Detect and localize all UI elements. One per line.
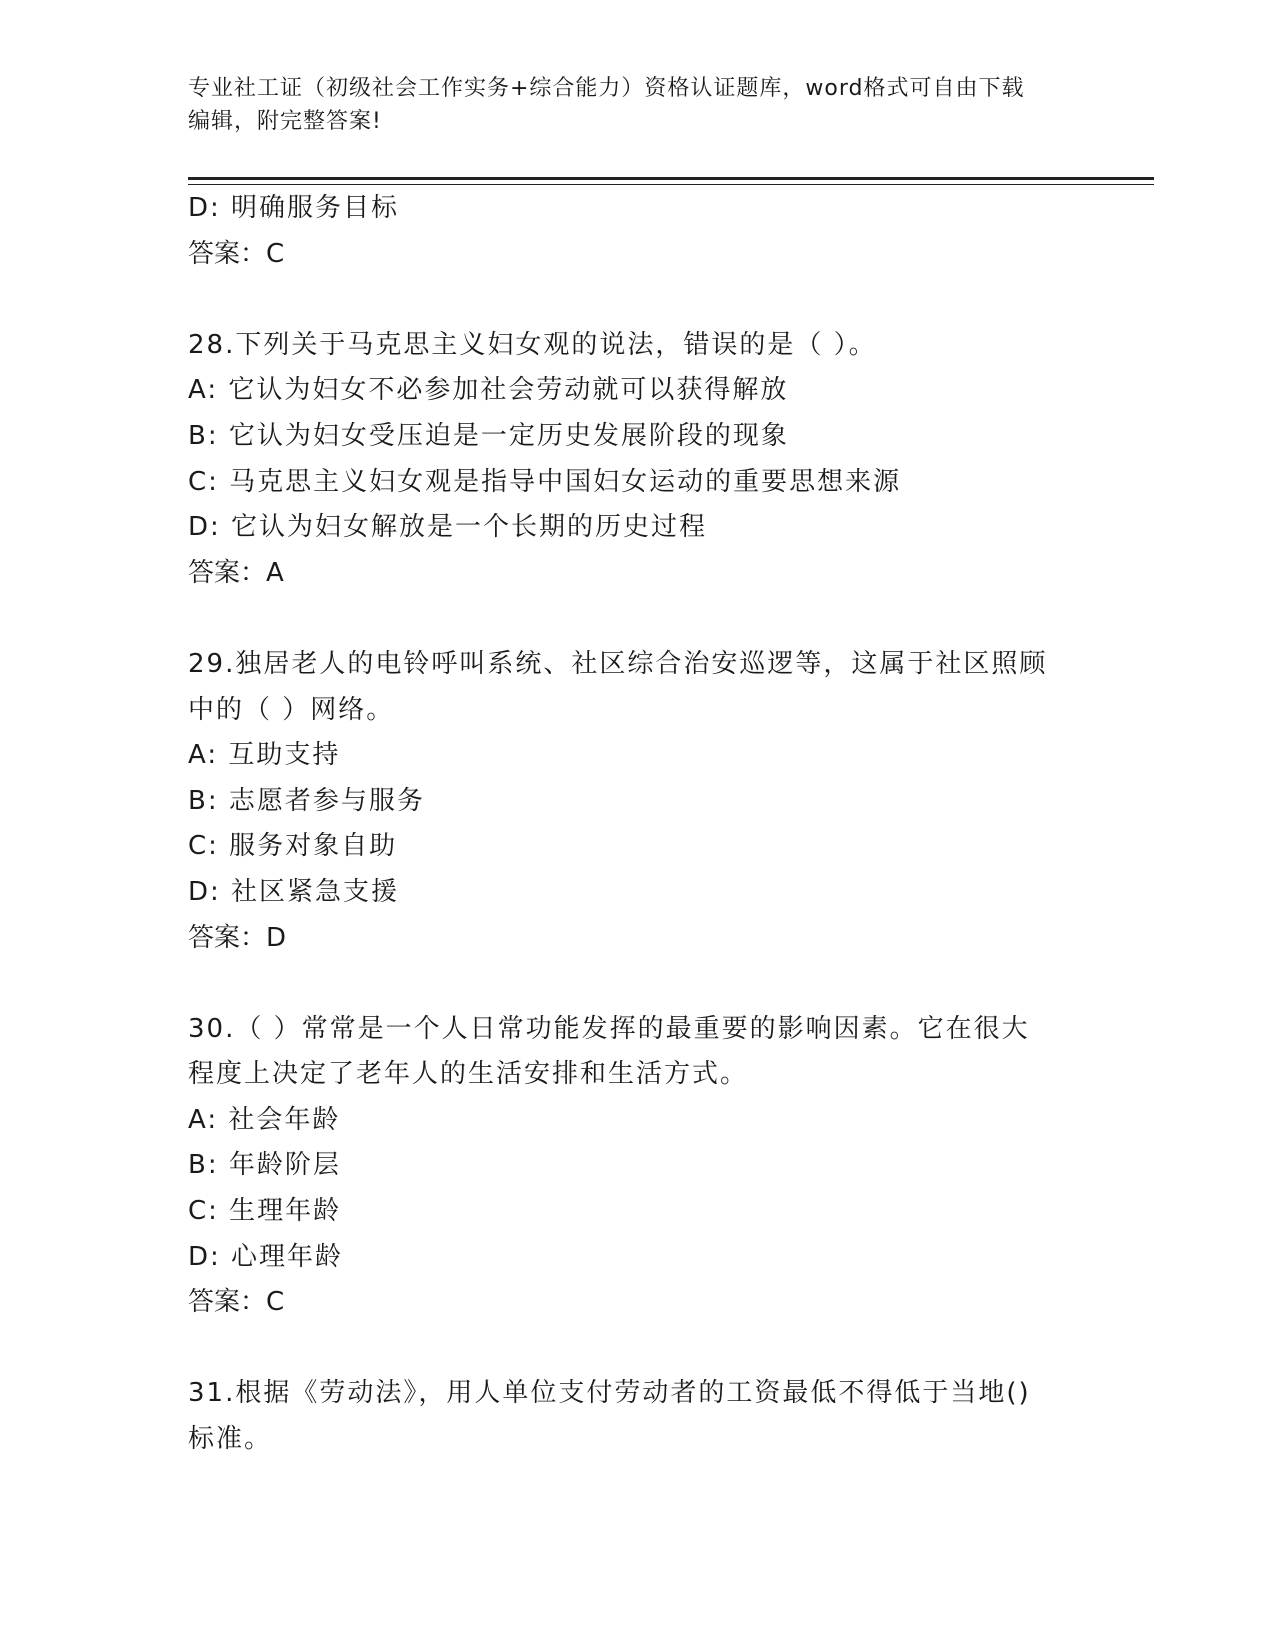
option-b: B: 志愿者参与服务	[188, 785, 425, 816]
answer	[188, 551, 1088, 597]
spacer	[188, 596, 1088, 642]
question-stem-line-2: 中的（ ）网络。	[188, 694, 395, 725]
header-title-line-1: 专业社工证（初级社会工作实务+综合能力）资格认证题库，word格式可自由下载	[188, 76, 1025, 101]
option-d: D: 社区紧急支援	[188, 876, 400, 907]
answer-label: 答案：	[188, 238, 267, 269]
header-title-line-2: 编辑，附完整答案!	[188, 109, 382, 134]
option-a: A: 社会年龄	[188, 1104, 341, 1135]
answer-value: C	[266, 1287, 285, 1318]
header-rule-thick	[188, 177, 1154, 180]
spacer	[188, 1326, 1088, 1372]
question-stem-line-2: 标准。	[188, 1424, 273, 1455]
answer-value: D	[266, 922, 287, 953]
option-a: A: 它认为妇女不必参加社会劳动就可以获得解放	[188, 375, 789, 406]
header-rule-thin	[188, 184, 1154, 185]
option-d: D: 它认为妇女解放是一个长期的历史过程	[188, 512, 708, 543]
answer	[188, 916, 1088, 962]
answer-label: 答案：	[188, 557, 267, 588]
question-28	[188, 323, 1088, 597]
option-b: B: 它认为妇女受压迫是一定历史发展阶段的现象	[188, 420, 789, 451]
option-c: C: 生理年龄	[188, 1196, 342, 1227]
question-stem-line-1: 31.根据《劳动法》，用人单位支付劳动者的工资最低不得低于当地()	[188, 1378, 1031, 1409]
question-list	[188, 186, 1088, 1463]
document-header	[188, 72, 1088, 138]
question-stem-line-2: 程度上决定了老年人的生活安排和生活方式。	[188, 1059, 749, 1090]
question-31	[188, 1371, 1088, 1462]
option-c: C: 服务对象自助	[188, 831, 398, 862]
answer-value: C	[266, 238, 285, 269]
spacer	[188, 277, 1088, 323]
answer-value: A	[266, 557, 284, 588]
spacer	[188, 961, 1088, 1007]
option-c: C: 马克思主义妇女观是指导中国妇女运动的重要思想来源	[188, 466, 902, 497]
answer-label: 答案：	[188, 922, 267, 953]
option-a: A: 互助支持	[188, 740, 341, 771]
answer	[188, 232, 1088, 278]
question-stem-line-1: 29.独居老人的电铃呼叫系统、社区综合治安巡逻等，这属于社区照顾	[188, 648, 1048, 679]
question-30	[188, 1007, 1088, 1326]
answer	[188, 1280, 1088, 1326]
option-d: D: 明确服务目标	[188, 193, 400, 223]
answer-label: 答案：	[188, 1287, 267, 1318]
question-stem: 28.下列关于马克思主义妇女观的说法，错误的是（ ）。	[188, 329, 877, 360]
question-27-tail	[188, 186, 1088, 277]
option-b: B: 年龄阶层	[188, 1150, 341, 1181]
question-stem-line-1: 30.（ ）常常是一个人日常功能发挥的最重要的影响因素。它在很大	[188, 1013, 1030, 1044]
option-d: D: 心理年龄	[188, 1241, 344, 1272]
question-29	[188, 642, 1088, 961]
